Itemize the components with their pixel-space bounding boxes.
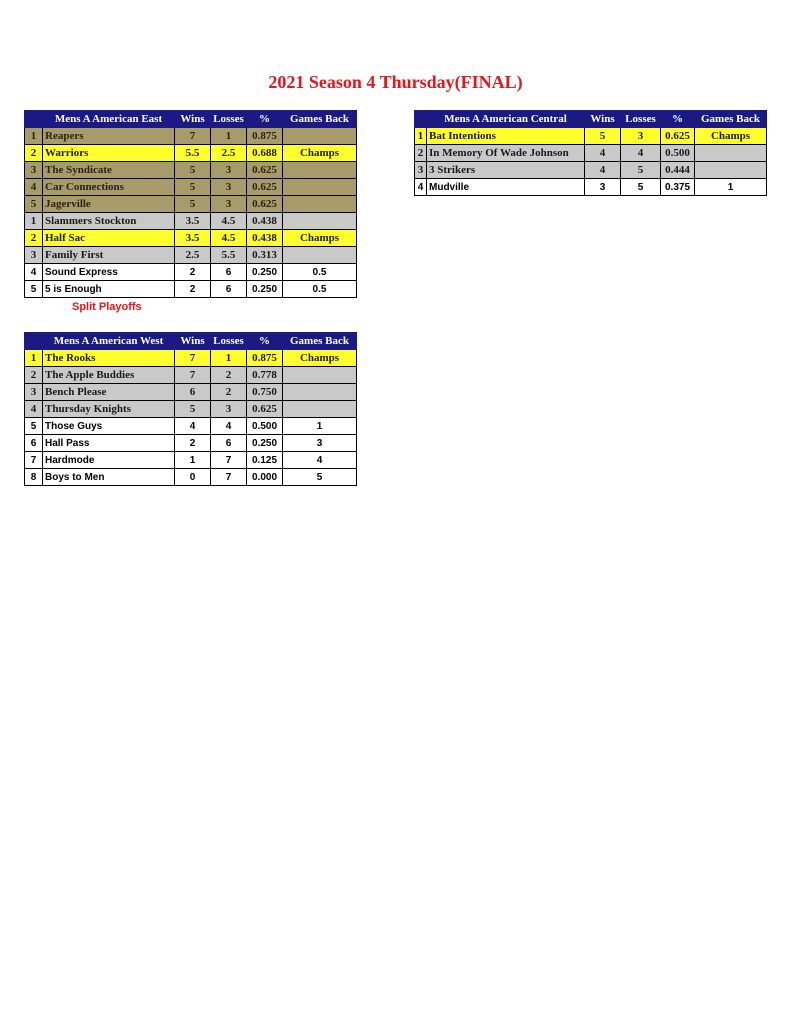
games-back-cell (283, 247, 357, 264)
table-row (415, 179, 767, 196)
west-standings-table (24, 332, 357, 486)
games-back-cell (283, 179, 357, 196)
wins-cell: 5.5 (175, 145, 211, 162)
games-back-cell: 4 (283, 452, 357, 469)
losses-cell: 6 (211, 435, 247, 452)
games-back-cell: Champs (695, 128, 767, 145)
wins-header: Wins (175, 333, 211, 350)
wins-cell: 4 (175, 418, 211, 435)
games-back-cell (695, 145, 767, 162)
team-name-cell: 3 Strikers (427, 162, 585, 179)
losses-cell: 5 (621, 162, 661, 179)
table-row (415, 162, 767, 179)
losses-cell: 5.5 (211, 247, 247, 264)
losses-header: Losses (621, 111, 661, 128)
rank-cell: 2 (25, 230, 43, 247)
games-back-cell (283, 401, 357, 418)
table-row (25, 128, 357, 145)
games-back-cell (283, 384, 357, 401)
team-name-cell: In Memory Of Wade Johnson (427, 145, 585, 162)
games-back-header: Games Back (283, 333, 357, 350)
table-row (25, 435, 357, 452)
wins-cell: 5 (175, 179, 211, 196)
games-back-cell (695, 162, 767, 179)
team-name-cell: Hall Pass (43, 435, 175, 452)
split-playoffs-note: Split Playoffs (72, 301, 142, 313)
table-row (415, 128, 767, 145)
losses-cell: 2.5 (211, 145, 247, 162)
losses-cell: 5 (621, 179, 661, 196)
losses-cell: 3 (211, 196, 247, 213)
table-row (25, 162, 357, 179)
central-standings-table (414, 110, 767, 196)
rank-header (25, 111, 43, 128)
rank-cell: 1 (25, 213, 43, 230)
games-back-cell (283, 367, 357, 384)
pct-cell: 0.625 (247, 179, 283, 196)
team-name-cell: Family First (43, 247, 175, 264)
games-back-cell (283, 196, 357, 213)
wins-cell: 5 (175, 196, 211, 213)
table-row (25, 281, 357, 298)
table-header-row (25, 333, 357, 350)
pct-cell: 0.444 (661, 162, 695, 179)
team-name-cell: Warriors (43, 145, 175, 162)
table-row (25, 196, 357, 213)
pct-cell: 0.250 (247, 435, 283, 452)
table-row (25, 401, 357, 418)
wins-header: Wins (175, 111, 211, 128)
pct-cell: 0.500 (661, 145, 695, 162)
page-title: 2021 Season 4 Thursday(FINAL) (268, 72, 523, 92)
pct-cell: 0.500 (247, 418, 283, 435)
pct-header: % (247, 333, 283, 350)
team-name-cell: Bat Intentions (427, 128, 585, 145)
wins-cell: 4 (585, 162, 621, 179)
rank-cell: 5 (25, 281, 43, 298)
losses-cell: 7 (211, 452, 247, 469)
losses-cell: 4.5 (211, 213, 247, 230)
rank-header (415, 111, 427, 128)
wins-cell: 1 (175, 452, 211, 469)
pct-cell: 0.875 (247, 350, 283, 367)
rank-cell: 4 (25, 179, 43, 196)
team-name-cell: Jagerville (43, 196, 175, 213)
pct-cell: 0.375 (661, 179, 695, 196)
wins-cell: 2 (175, 264, 211, 281)
rank-cell: 3 (25, 247, 43, 264)
losses-cell: 3 (621, 128, 661, 145)
table-row (25, 179, 357, 196)
pct-cell: 0.250 (247, 281, 283, 298)
table-header-row (415, 111, 767, 128)
games-back-cell (283, 213, 357, 230)
team-name-cell: Sound Express (43, 264, 175, 281)
rank-cell: 2 (25, 367, 43, 384)
losses-cell: 1 (211, 350, 247, 367)
rank-cell: 2 (25, 145, 43, 162)
table-header-row (25, 111, 357, 128)
wins-cell: 7 (175, 350, 211, 367)
table-row (25, 264, 357, 281)
table-row (25, 230, 357, 247)
division-header: Mens A American East (43, 111, 175, 128)
rank-cell: 5 (25, 196, 43, 213)
team-name-cell: Mudville (427, 179, 585, 196)
games-back-cell: 0.5 (283, 281, 357, 298)
team-name-cell: Bench Please (43, 384, 175, 401)
pct-header: % (247, 111, 283, 128)
rank-cell: 3 (25, 162, 43, 179)
table-row (25, 469, 357, 486)
table-row (25, 350, 357, 367)
pct-cell: 0.625 (247, 162, 283, 179)
losses-cell: 3 (211, 401, 247, 418)
games-back-cell: 0.5 (283, 264, 357, 281)
rank-cell: 1 (25, 350, 43, 367)
pct-cell: 0.438 (247, 230, 283, 247)
rank-cell: 6 (25, 435, 43, 452)
pct-cell: 0.875 (247, 128, 283, 145)
pct-cell: 0.750 (247, 384, 283, 401)
rank-cell: 3 (415, 162, 427, 179)
wins-cell: 3 (585, 179, 621, 196)
games-back-cell: 3 (283, 435, 357, 452)
rank-cell: 2 (415, 145, 427, 162)
table-row (25, 367, 357, 384)
wins-cell: 7 (175, 128, 211, 145)
wins-cell: 3.5 (175, 213, 211, 230)
wins-cell: 0 (175, 469, 211, 486)
wins-cell: 2 (175, 435, 211, 452)
pct-cell: 0.438 (247, 213, 283, 230)
table-row (25, 145, 357, 162)
rank-cell: 8 (25, 469, 43, 486)
team-name-cell: Boys to Men (43, 469, 175, 486)
team-name-cell: The Rooks (43, 350, 175, 367)
pct-cell: 0.125 (247, 452, 283, 469)
losses-cell: 6 (211, 281, 247, 298)
rank-header (25, 333, 43, 350)
team-name-cell: The Syndicate (43, 162, 175, 179)
team-name-cell: 5 is Enough (43, 281, 175, 298)
rank-cell: 7 (25, 452, 43, 469)
games-back-cell: 1 (283, 418, 357, 435)
games-back-header: Games Back (283, 111, 357, 128)
games-back-cell: Champs (283, 230, 357, 247)
pct-header: % (661, 111, 695, 128)
wins-cell: 6 (175, 384, 211, 401)
losses-cell: 2 (211, 384, 247, 401)
pct-cell: 0.625 (661, 128, 695, 145)
rank-cell: 4 (25, 401, 43, 418)
table-row (25, 247, 357, 264)
rank-cell: 4 (415, 179, 427, 196)
losses-header: Losses (211, 111, 247, 128)
division-header: Mens A American Central (427, 111, 585, 128)
wins-cell: 7 (175, 367, 211, 384)
pct-cell: 0.625 (247, 401, 283, 418)
wins-cell: 4 (585, 145, 621, 162)
losses-cell: 4 (211, 418, 247, 435)
pct-cell: 0.000 (247, 469, 283, 486)
losses-cell: 4 (621, 145, 661, 162)
games-back-cell (283, 128, 357, 145)
wins-cell: 3.5 (175, 230, 211, 247)
team-name-cell: Thursday Knights (43, 401, 175, 418)
losses-header: Losses (211, 333, 247, 350)
team-name-cell: Slammers Stockton (43, 213, 175, 230)
losses-cell: 6 (211, 264, 247, 281)
games-back-cell: Champs (283, 145, 357, 162)
rank-cell: 4 (25, 264, 43, 281)
losses-cell: 4.5 (211, 230, 247, 247)
games-back-cell: Champs (283, 350, 357, 367)
table-row (415, 145, 767, 162)
division-header: Mens A American West (43, 333, 175, 350)
games-back-cell: 5 (283, 469, 357, 486)
wins-cell: 2.5 (175, 247, 211, 264)
pct-cell: 0.688 (247, 145, 283, 162)
rank-cell: 3 (25, 384, 43, 401)
team-name-cell: Those Guys (43, 418, 175, 435)
east-standings-table (24, 110, 357, 298)
team-name-cell: Hardmode (43, 452, 175, 469)
table-row (25, 213, 357, 230)
losses-cell: 7 (211, 469, 247, 486)
games-back-cell (283, 162, 357, 179)
games-back-header: Games Back (695, 111, 767, 128)
pct-cell: 0.313 (247, 247, 283, 264)
wins-cell: 5 (175, 401, 211, 418)
team-name-cell: Car Connections (43, 179, 175, 196)
pct-cell: 0.250 (247, 264, 283, 281)
losses-cell: 3 (211, 179, 247, 196)
wins-cell: 5 (175, 162, 211, 179)
wins-cell: 2 (175, 281, 211, 298)
team-name-cell: The Apple Buddies (43, 367, 175, 384)
team-name-cell: Reapers (43, 128, 175, 145)
wins-header: Wins (585, 111, 621, 128)
losses-cell: 2 (211, 367, 247, 384)
games-back-cell: 1 (695, 179, 767, 196)
table-row (25, 384, 357, 401)
rank-cell: 5 (25, 418, 43, 435)
rank-cell: 1 (25, 128, 43, 145)
rank-cell: 1 (415, 128, 427, 145)
team-name-cell: Half Sac (43, 230, 175, 247)
wins-cell: 5 (585, 128, 621, 145)
table-row (25, 418, 357, 435)
pct-cell: 0.625 (247, 196, 283, 213)
table-row (25, 452, 357, 469)
pct-cell: 0.778 (247, 367, 283, 384)
losses-cell: 3 (211, 162, 247, 179)
losses-cell: 1 (211, 128, 247, 145)
